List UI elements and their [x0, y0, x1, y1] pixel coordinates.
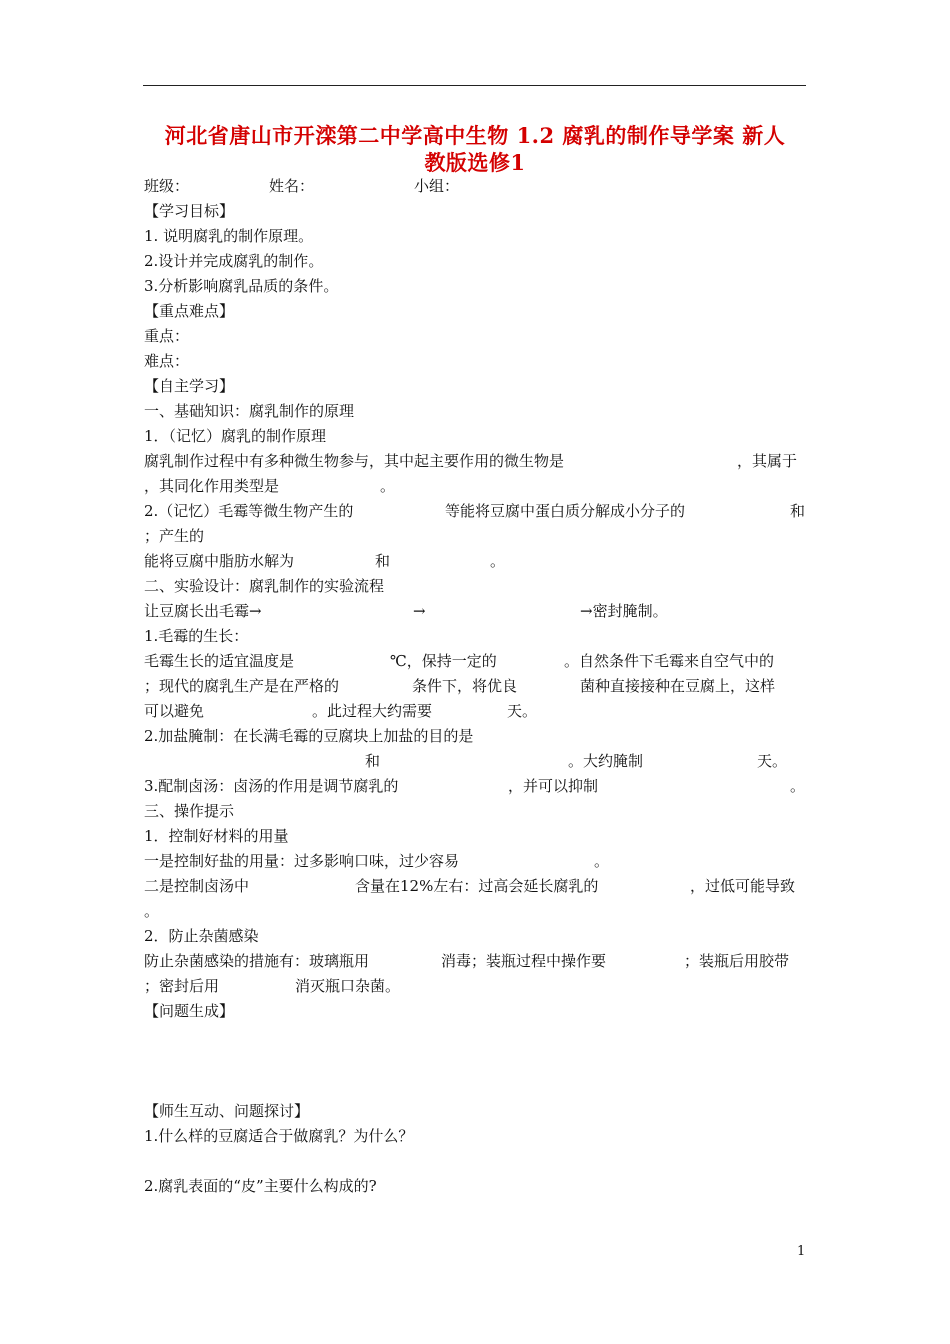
- problem-generation-heading: 【问题生成】: [144, 1002, 235, 1020]
- section-1-title: 一、基础知识：腐乳制作的原理: [144, 402, 355, 420]
- difficulty-label: 难点：: [144, 352, 190, 370]
- section-2-title: 二、实验设计：腐乳制作的实验流程: [144, 577, 385, 595]
- section-2-paragraph-3: [144, 699, 808, 724]
- text-fragment: 等能将豆腐中蛋白质分解成小分子的: [445, 502, 686, 520]
- section-1-question-2-cont2: [144, 549, 808, 574]
- text-fragment: 。: [594, 852, 610, 870]
- text-fragment: 消毒；装瓶过程中操作要: [441, 952, 607, 970]
- section-1-question-2: [144, 499, 808, 524]
- class-label: 班级：: [144, 177, 190, 195]
- text-fragment: ，其属于: [737, 452, 798, 470]
- section-2-paragraph-2: [144, 674, 808, 699]
- title-line-2: 教版选修1: [424, 150, 526, 175]
- section-1-question-1: 1．（记忆）腐乳的制作原理: [144, 427, 327, 445]
- text-fragment: 消灭瓶口杂菌。: [295, 977, 401, 995]
- key-difficulty-heading: 【重点难点】: [144, 302, 235, 320]
- text-fragment: 含量在12%左右：过高会延长腐乳的: [355, 877, 599, 895]
- text-fragment: ℃，保持一定的: [390, 652, 497, 670]
- text-fragment: 。自然条件下毛霉来自空气中的: [564, 652, 775, 670]
- text-fragment: →: [413, 602, 426, 620]
- section-3-title: 三、操作提示: [144, 802, 235, 820]
- key-point-label: 重点：: [144, 327, 190, 345]
- text-fragment: 和: [790, 502, 806, 520]
- text-fragment: ，并可以抑制: [508, 777, 599, 795]
- goals-heading: 【学习目标】: [144, 202, 235, 220]
- page-number: 1: [797, 1244, 806, 1259]
- discussion-heading: 【师生互动、问题探讨】: [144, 1102, 310, 1120]
- discussion-question-1: 1.什么样的豆腐适合于做腐乳？为什么？: [144, 1127, 414, 1145]
- section-3-paragraph-2-cont: 。: [144, 902, 160, 920]
- text-fragment: 。此过程大约需要: [312, 702, 433, 720]
- section-1-question-2-cont: ；产生的: [144, 527, 205, 545]
- title-line-1: 河北省唐山市开滦第二中学高中生物 1.2 腐乳的制作导学案 新人: [164, 123, 786, 148]
- text-fragment: 毛霉生长的适宜温度是: [144, 652, 295, 670]
- text-fragment: 菌种直接接种在豆腐上，这样: [580, 677, 776, 695]
- section-3-paragraph-4: [144, 974, 808, 999]
- text-fragment: 天。: [507, 702, 538, 720]
- section-3-paragraph-2: [144, 874, 808, 899]
- goal-2: 2.设计并完成腐乳的制作。: [144, 252, 324, 270]
- section-3-question-2: 2．防止杂菌感染: [144, 927, 259, 945]
- text-fragment: →密封腌制。: [580, 602, 668, 620]
- section-3-paragraph-3: [144, 949, 808, 974]
- text-fragment: 和: [375, 552, 391, 570]
- text-fragment: 天。: [757, 752, 788, 770]
- section-2-flow: [144, 599, 808, 624]
- header-rule: [143, 85, 806, 86]
- student-info-line: [144, 174, 808, 199]
- text-fragment: 腐乳制作过程中有多种微生物参与，其中起主要作用的微生物是: [144, 452, 565, 470]
- text-fragment: 条件下，将优良: [412, 677, 518, 695]
- text-fragment: 。大约腌制: [568, 752, 644, 770]
- section-2-paragraph-1: [144, 649, 808, 674]
- text-fragment: 。: [790, 777, 806, 795]
- document-title: [140, 122, 810, 176]
- text-fragment: 可以避免: [144, 702, 205, 720]
- goal-1: 1. 说明腐乳的制作原理。: [144, 227, 314, 245]
- text-fragment: 让豆腐长出毛霉→: [144, 602, 262, 620]
- text-fragment: 二是控制卤汤中: [144, 877, 250, 895]
- section-1-paragraph-1-cont: [144, 474, 808, 499]
- text-fragment: 3.配制卤汤：卤汤的作用是调节腐乳的: [144, 777, 399, 795]
- text-fragment: 能将豆腐中脂肪水解为: [144, 552, 295, 570]
- discussion-question-2: 2.腐乳表面的“皮”主要什么构成的?: [144, 1177, 377, 1195]
- section-2-question-2: 2.加盐腌制：在长满毛霉的豆腐块上加盐的目的是: [144, 727, 474, 745]
- text-fragment: 。: [490, 552, 506, 570]
- section-2-question-2-cont: [144, 749, 808, 774]
- section-3-question-1: 1．控制好材料的用量: [144, 827, 289, 845]
- text-fragment: ；密封后用: [144, 977, 220, 995]
- text-fragment: 防止杂菌感染的措施有：玻璃瓶用: [144, 952, 370, 970]
- section-3-paragraph-1: [144, 849, 808, 874]
- text-fragment: ，过低可能导致: [690, 877, 796, 895]
- group-label: 小组：: [414, 177, 460, 195]
- blank-space: [144, 1146, 808, 1171]
- blank-space: [144, 1024, 808, 1096]
- text-fragment: ，其同化作用类型是: [144, 477, 280, 495]
- name-label: 姓名：: [269, 177, 315, 195]
- section-1-paragraph-1: [144, 449, 808, 474]
- text-fragment: 。: [380, 477, 396, 495]
- text-fragment: 2.（记忆）毛霉等微生物产生的: [144, 502, 354, 520]
- text-fragment: ；装瓶后用胶带: [684, 952, 790, 970]
- goal-3: 3.分析影响腐乳品质的条件。: [144, 277, 339, 295]
- text-fragment: 和: [365, 752, 381, 770]
- text-fragment: ；现代的腐乳生产是在严格的: [144, 677, 340, 695]
- section-2-question-1: 1.毛霉的生长：: [144, 627, 249, 645]
- text-fragment: 一是控制好盐的用量：过多影响口味，过少容易: [144, 852, 460, 870]
- document-body: [144, 174, 808, 1196]
- self-study-heading: 【自主学习】: [144, 377, 235, 395]
- section-2-question-3: [144, 774, 808, 799]
